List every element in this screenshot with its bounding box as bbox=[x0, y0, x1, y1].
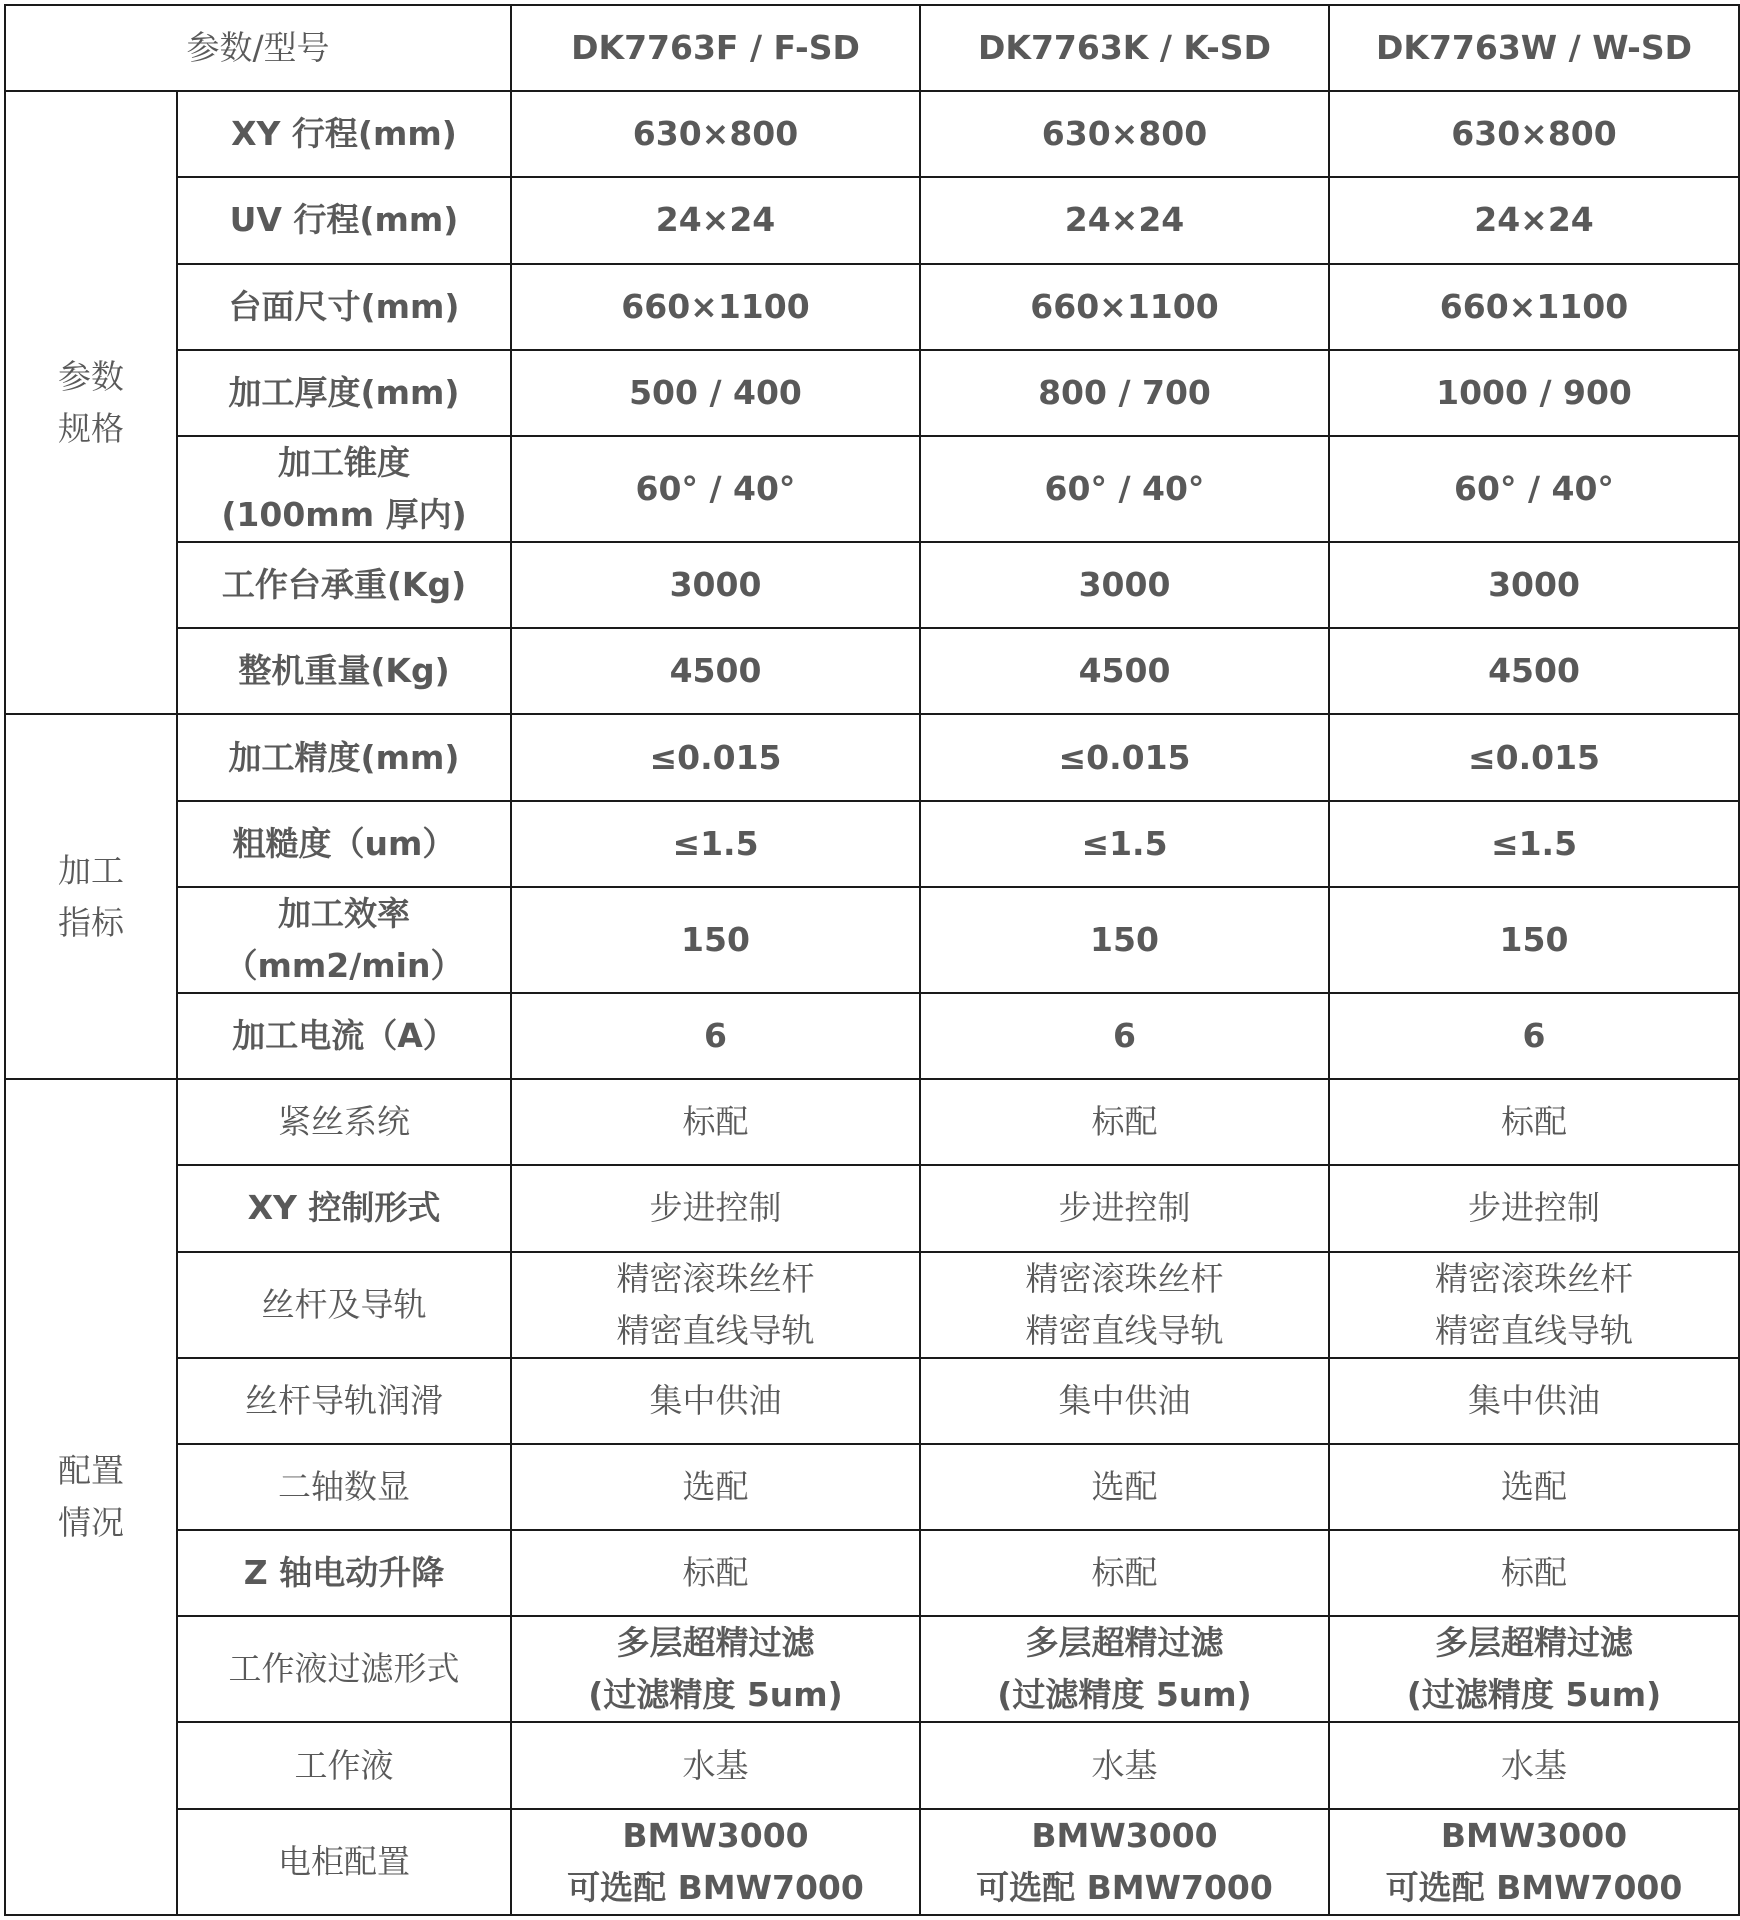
value-cell bbox=[920, 1809, 1329, 1915]
value-cell bbox=[1329, 628, 1739, 714]
value-cell bbox=[920, 801, 1329, 887]
cell-text: 精密滚珠丝杆 bbox=[1025, 1258, 1224, 1298]
value-cell bbox=[511, 1616, 920, 1722]
value-cell bbox=[1329, 993, 1739, 1079]
cell-text: 可选配 BMW7000 bbox=[976, 1867, 1273, 1907]
row-label bbox=[177, 436, 511, 542]
cell-text: BMW3000 bbox=[622, 1815, 809, 1855]
cell-text: 精密直线导轨 bbox=[1435, 1310, 1633, 1350]
row-label bbox=[177, 177, 511, 263]
param-model-header: 参数/型号 bbox=[5, 5, 511, 91]
value-cell bbox=[1329, 1165, 1739, 1251]
table-row bbox=[5, 436, 1739, 542]
table-row bbox=[5, 628, 1739, 714]
table-row bbox=[5, 1616, 1739, 1722]
cell-text: 24×24 bbox=[1064, 200, 1185, 240]
cell-text: 630×800 bbox=[632, 114, 799, 154]
cell-text: 参数 bbox=[58, 356, 124, 396]
value-cell bbox=[1329, 801, 1739, 887]
cell-text: ≤1.5 bbox=[1081, 823, 1168, 863]
cell-text: 多层超精过滤 bbox=[1435, 1623, 1633, 1663]
cell-text: 多层超精过滤 bbox=[1025, 1623, 1224, 1663]
table-row bbox=[5, 714, 1739, 800]
value-cell bbox=[1329, 1079, 1739, 1165]
value-cell bbox=[1329, 177, 1739, 263]
cell-text: 工作液 bbox=[294, 1745, 394, 1785]
cell-text: 选配 bbox=[682, 1466, 749, 1506]
model-header-w: DK7763W / W-SD bbox=[1329, 5, 1739, 91]
cell-text: 电柜配置 bbox=[278, 1841, 410, 1881]
value-cell bbox=[511, 1444, 920, 1530]
value-cell bbox=[511, 1165, 920, 1251]
value-cell bbox=[920, 1165, 1329, 1251]
table-row bbox=[5, 91, 1739, 177]
cell-text: XY 行程(mm) bbox=[231, 114, 457, 154]
cell-text: 24×24 bbox=[1474, 200, 1594, 240]
cell-text: 加工精度(mm) bbox=[228, 737, 460, 777]
row-label bbox=[177, 1444, 511, 1530]
cell-text: 3000 bbox=[1078, 565, 1171, 605]
value-cell bbox=[511, 542, 920, 628]
cell-text: 紧丝系统 bbox=[278, 1102, 410, 1142]
row-label bbox=[177, 1358, 511, 1444]
row-label bbox=[177, 801, 511, 887]
cell-text: 丝杆导轨润滑 bbox=[245, 1380, 443, 1420]
value-cell bbox=[511, 264, 920, 350]
cell-text: ≤0.015 bbox=[1467, 737, 1601, 777]
value-cell bbox=[1329, 1358, 1739, 1444]
cell-text: 丝杆及导轨 bbox=[261, 1284, 427, 1324]
cell-text: (过滤精度 5um) bbox=[1406, 1675, 1662, 1715]
value-cell bbox=[1329, 1530, 1739, 1616]
cell-text: 60° / 40° bbox=[1044, 468, 1205, 508]
cell-text: 水基 bbox=[1091, 1745, 1158, 1785]
value-cell bbox=[511, 801, 920, 887]
cell-text: 选配 bbox=[1501, 1466, 1567, 1506]
value-cell bbox=[1329, 542, 1739, 628]
cell-text: 水基 bbox=[1501, 1745, 1567, 1785]
value-cell bbox=[920, 1530, 1329, 1616]
cell-text: BMW3000 bbox=[1031, 1815, 1218, 1855]
model-header-k: DK7763K / K-SD bbox=[920, 5, 1329, 91]
table-row bbox=[5, 177, 1739, 263]
value-cell bbox=[920, 628, 1329, 714]
cell-text: 150 bbox=[681, 919, 750, 959]
table-row bbox=[5, 1530, 1739, 1616]
cell-text: ≤0.015 bbox=[649, 737, 782, 777]
cell-text: 指标 bbox=[58, 902, 124, 942]
cell-text: 精密滚珠丝杆 bbox=[1435, 1258, 1633, 1298]
cell-text: 集中供油 bbox=[1058, 1380, 1191, 1420]
cell-text: 步进控制 bbox=[1468, 1188, 1600, 1228]
cell-text: ≤1.5 bbox=[1490, 823, 1578, 863]
cell-text: 步进控制 bbox=[649, 1188, 782, 1228]
value-cell bbox=[920, 350, 1329, 436]
cell-text: （mm2/min） bbox=[224, 945, 464, 985]
cell-text: 150 bbox=[1090, 919, 1159, 959]
cell-text: 多层超精过滤 bbox=[616, 1623, 815, 1663]
value-cell bbox=[920, 887, 1329, 993]
cell-text: 660×1100 bbox=[1030, 286, 1219, 326]
value-cell bbox=[511, 1722, 920, 1808]
cell-text: 1000 / 900 bbox=[1436, 372, 1632, 412]
table-row bbox=[5, 264, 1739, 350]
cell-text: 步进控制 bbox=[1058, 1188, 1191, 1228]
cell-text: 6 bbox=[1522, 1016, 1546, 1056]
cell-text: 加工电流（A） bbox=[232, 1016, 456, 1056]
value-cell bbox=[511, 177, 920, 263]
cell-text: 150 bbox=[1499, 919, 1569, 959]
value-cell bbox=[920, 177, 1329, 263]
table-row bbox=[5, 887, 1739, 993]
cell-text: 可选配 BMW7000 bbox=[567, 1867, 864, 1907]
cell-text: 6 bbox=[704, 1016, 727, 1056]
row-label bbox=[177, 1809, 511, 1915]
row-label bbox=[177, 887, 511, 993]
value-cell bbox=[511, 1809, 920, 1915]
cell-text: (100mm 厚内) bbox=[221, 494, 467, 534]
cell-text: 6 bbox=[1113, 1016, 1136, 1056]
spec-table-body bbox=[5, 5, 1739, 1915]
value-cell bbox=[920, 1358, 1329, 1444]
table-row bbox=[5, 350, 1739, 436]
value-cell bbox=[1329, 1616, 1739, 1722]
value-cell bbox=[511, 1079, 920, 1165]
cell-text: 精密滚珠丝杆 bbox=[616, 1258, 815, 1298]
value-cell bbox=[511, 714, 920, 800]
value-cell bbox=[1329, 350, 1739, 436]
cell-text: Z 轴电动升降 bbox=[243, 1553, 445, 1593]
row-label bbox=[177, 350, 511, 436]
row-label bbox=[177, 1079, 511, 1165]
header-row bbox=[5, 5, 1739, 91]
value-cell bbox=[1329, 1722, 1739, 1808]
cell-text: 配置 bbox=[58, 1451, 124, 1491]
cell-text: 660×1100 bbox=[621, 286, 810, 326]
cell-text: 标配 bbox=[682, 1553, 749, 1593]
cell-text: 集中供油 bbox=[1468, 1380, 1600, 1420]
spec-table bbox=[4, 4, 1740, 1916]
value-cell bbox=[511, 993, 920, 1079]
cell-text: 标配 bbox=[1501, 1102, 1567, 1142]
value-cell bbox=[511, 436, 920, 542]
value-cell bbox=[511, 1252, 920, 1358]
table-row bbox=[5, 1079, 1739, 1165]
config-group-label bbox=[5, 1079, 177, 1915]
table-row bbox=[5, 1444, 1739, 1530]
value-cell bbox=[920, 436, 1329, 542]
cell-text: BMW3000 bbox=[1440, 1815, 1628, 1855]
value-cell bbox=[920, 714, 1329, 800]
value-cell bbox=[1329, 1252, 1739, 1358]
row-label bbox=[177, 628, 511, 714]
cell-text: 标配 bbox=[682, 1102, 749, 1142]
table-row bbox=[5, 801, 1739, 887]
value-cell bbox=[1329, 91, 1739, 177]
value-cell bbox=[511, 1358, 920, 1444]
table-row bbox=[5, 993, 1739, 1079]
value-cell bbox=[920, 91, 1329, 177]
value-cell bbox=[920, 1079, 1329, 1165]
cell-text: ≤0.015 bbox=[1058, 737, 1191, 777]
value-cell bbox=[511, 350, 920, 436]
table-row bbox=[5, 1358, 1739, 1444]
cell-text: 加工厚度(mm) bbox=[228, 372, 460, 412]
cell-text: 4500 bbox=[1488, 651, 1580, 691]
cell-text: 标配 bbox=[1091, 1102, 1158, 1142]
row-label bbox=[177, 993, 511, 1079]
cell-text: 4500 bbox=[669, 651, 762, 691]
table-row bbox=[5, 542, 1739, 628]
table-row bbox=[5, 1809, 1739, 1915]
row-label bbox=[177, 542, 511, 628]
value-cell bbox=[511, 628, 920, 714]
row-label bbox=[177, 264, 511, 350]
cell-text: 情况 bbox=[58, 1503, 124, 1543]
cell-text: 3000 bbox=[669, 565, 762, 605]
cell-text: 整机重量(Kg) bbox=[238, 651, 450, 691]
table-row bbox=[5, 1252, 1739, 1358]
row-label bbox=[177, 1722, 511, 1808]
value-cell bbox=[920, 542, 1329, 628]
cell-text: 4500 bbox=[1078, 651, 1171, 691]
value-cell bbox=[1329, 1809, 1739, 1915]
table-row bbox=[5, 1165, 1739, 1251]
cell-text: XY 控制形式 bbox=[247, 1188, 441, 1228]
cell-text: UV 行程(mm) bbox=[229, 200, 459, 240]
cell-text: 60° / 40° bbox=[1454, 468, 1614, 508]
model-header-f: DK7763F / F-SD bbox=[511, 5, 920, 91]
cell-text: 台面尺寸(mm) bbox=[228, 286, 460, 326]
cell-text: (过滤精度 5um) bbox=[588, 1675, 843, 1715]
row-label bbox=[177, 1165, 511, 1251]
row-label bbox=[177, 1530, 511, 1616]
cell-text: 630×800 bbox=[1451, 114, 1617, 154]
value-cell bbox=[920, 1616, 1329, 1722]
cell-text: 水基 bbox=[682, 1745, 749, 1785]
cell-text: 标配 bbox=[1501, 1553, 1567, 1593]
row-label bbox=[177, 91, 511, 177]
cell-text: 二轴数显 bbox=[278, 1466, 410, 1506]
value-cell bbox=[511, 91, 920, 177]
cell-text: 精密直线导轨 bbox=[1025, 1310, 1224, 1350]
value-cell bbox=[920, 264, 1329, 350]
row-label bbox=[177, 1616, 511, 1722]
cell-text: 可选配 BMW7000 bbox=[1385, 1867, 1683, 1907]
value-cell bbox=[1329, 264, 1739, 350]
cell-text: 660×1100 bbox=[1439, 286, 1629, 326]
cell-text: 加工 bbox=[58, 850, 124, 890]
cell-text: 标配 bbox=[1091, 1553, 1158, 1593]
cell-text: 800 / 700 bbox=[1038, 372, 1211, 412]
row-label bbox=[177, 714, 511, 800]
value-cell bbox=[920, 1722, 1329, 1808]
table-row bbox=[5, 1722, 1739, 1808]
cell-text: 选配 bbox=[1091, 1466, 1158, 1506]
spec-group-label bbox=[5, 91, 177, 714]
value-cell bbox=[1329, 1444, 1739, 1530]
cell-text: 精密直线导轨 bbox=[616, 1310, 815, 1350]
cell-text: 工作台承重(Kg) bbox=[221, 565, 467, 605]
cell-text: 500 / 400 bbox=[629, 372, 802, 412]
value-cell bbox=[920, 1444, 1329, 1530]
cell-text: 加工效率 bbox=[278, 893, 410, 933]
cell-text: 3000 bbox=[1488, 565, 1580, 605]
value-cell bbox=[1329, 887, 1739, 993]
cell-text: 集中供油 bbox=[649, 1380, 782, 1420]
cell-text: 60° / 40° bbox=[635, 468, 796, 508]
cell-text: 24×24 bbox=[655, 200, 776, 240]
cell-text: 加工锥度 bbox=[278, 442, 410, 482]
cell-text: 工作液过滤形式 bbox=[228, 1649, 460, 1689]
value-cell bbox=[1329, 714, 1739, 800]
value-cell bbox=[1329, 436, 1739, 542]
value-cell bbox=[511, 887, 920, 993]
cell-text: 规格 bbox=[58, 408, 124, 448]
cell-text: ≤1.5 bbox=[672, 823, 759, 863]
cell-text: 630×800 bbox=[1041, 114, 1208, 154]
cell-text: 粗糙度（um） bbox=[232, 823, 456, 863]
row-label bbox=[177, 1252, 511, 1358]
machining-group-label bbox=[5, 714, 177, 1079]
value-cell bbox=[920, 1252, 1329, 1358]
value-cell bbox=[511, 1530, 920, 1616]
value-cell bbox=[920, 993, 1329, 1079]
cell-text: (过滤精度 5um) bbox=[997, 1675, 1252, 1715]
